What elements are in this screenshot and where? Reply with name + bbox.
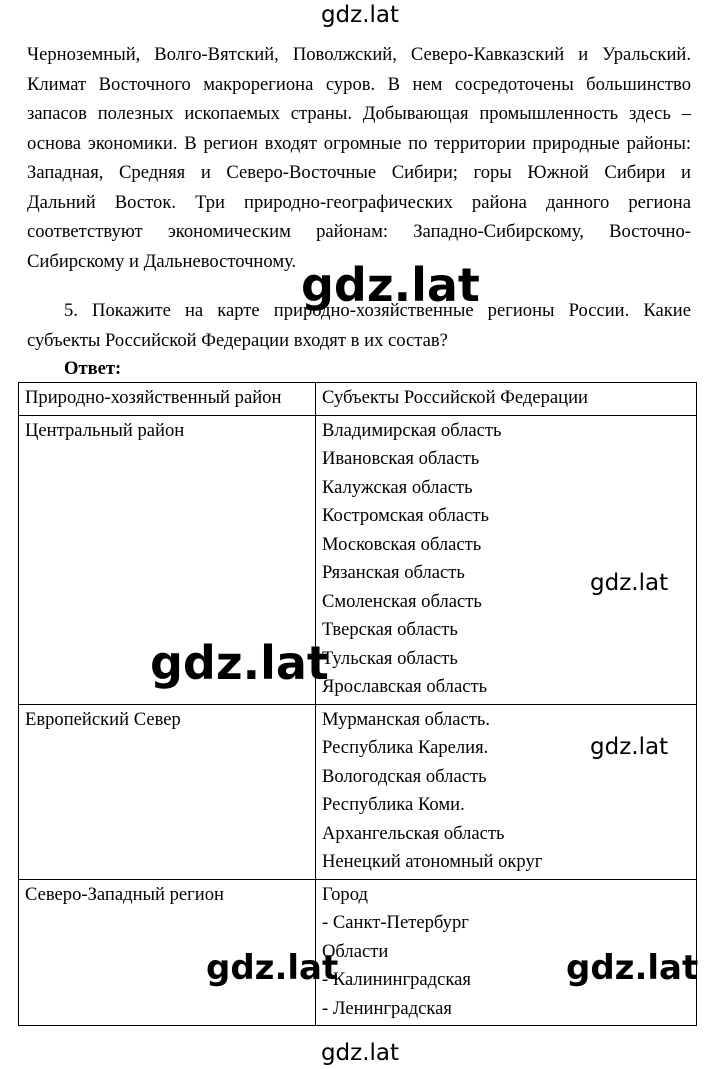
table-header-row — [19, 383, 697, 416]
subject-item: Ярославская область — [322, 676, 488, 697]
subject-item: Московская область — [322, 533, 482, 555]
subject-item: Костромская область — [322, 505, 489, 526]
header-subjects: Субъекты Российской Федерации — [316, 383, 697, 416]
subject-item: Республика Карелия. — [322, 737, 489, 758]
subject-item: Мурманская область. — [322, 708, 491, 730]
region-cell: Центральный район — [19, 415, 316, 704]
paragraph-line: Дальний Восток. Три природно-географических района данного региона — [27, 191, 691, 213]
watermark-large: gdz.lat — [206, 948, 339, 988]
header-region: Природно-хозяйственный район — [19, 383, 316, 416]
subject-item: Ивановская область — [322, 448, 480, 469]
table-row — [19, 704, 697, 879]
question-line: 5. Покажите на карте природно-хозяйственные регионы России. Какие — [64, 300, 691, 321]
subject-item: - Санкт-Петербург — [322, 912, 469, 933]
watermark-small: gdz.lat — [590, 570, 669, 596]
subject-item: Тульская область — [322, 647, 458, 669]
subject-item: Тверская область — [322, 619, 458, 640]
paragraph-line: основа экономики. В регион входят огромные по территории природные районы: — [27, 132, 691, 154]
regions-table — [18, 382, 697, 1026]
subject-item: - Калининградская — [322, 969, 471, 990]
watermark-bottom: gdz.lat — [320, 1040, 400, 1066]
paragraph-line: Сибирскому и Дальневосточному. — [27, 250, 297, 272]
paragraph-text — [27, 40, 691, 276]
paragraph-line: соответствуют экономическим районам: Западно-Сибирскому, Восточно- — [27, 221, 691, 242]
subject-item: Ненецкий атономный округ — [322, 851, 543, 872]
region-cell: Европейский Север — [19, 704, 316, 879]
subjects-cell — [316, 704, 697, 879]
subject-item: Республика Коми. — [322, 794, 465, 815]
answer-label: Ответ: — [64, 358, 122, 379]
paragraph-line: Черноземный, Волго-Вятский, Поволжский, Северо-Кавказский и Уральский. — [27, 44, 691, 65]
region-cell: Северо-Западный регион — [19, 879, 316, 1026]
paragraph-line: Западная, Средняя и Северо-Восточные Сибири; горы Южной Сибири и — [27, 162, 691, 183]
subject-item: - Ленинградская — [322, 997, 452, 1019]
watermark-small: gdz.lat — [590, 734, 669, 760]
subject-item: Области — [322, 940, 389, 962]
table-row — [19, 415, 697, 704]
watermark-large: gdz.lat — [301, 258, 480, 312]
watermark-large: gdz.lat — [150, 636, 329, 690]
subject-item: Владимирская область — [322, 419, 502, 441]
subject-item: Архангельская область — [322, 822, 505, 844]
subject-item: Смоленская область — [322, 590, 482, 612]
subject-item: Вологодская область — [322, 765, 487, 787]
subjects-cell — [316, 415, 697, 704]
question-line: субъекты Российской Федерации входят в их состав? — [27, 329, 448, 351]
watermark-top: gdz.lat — [320, 2, 400, 28]
watermark-large: gdz.lat — [566, 948, 699, 988]
subject-item: Город — [322, 883, 368, 905]
subject-item: Рязанская область — [322, 562, 465, 583]
subject-item: Калужская область — [322, 476, 473, 498]
paragraph-line: запасов полезных ископаемых страны. Добывающая промышленность здесь – — [27, 103, 691, 124]
paragraph-line: Климат Восточного макрорегиона суров. В нем сосредоточены большинство — [27, 73, 691, 95]
